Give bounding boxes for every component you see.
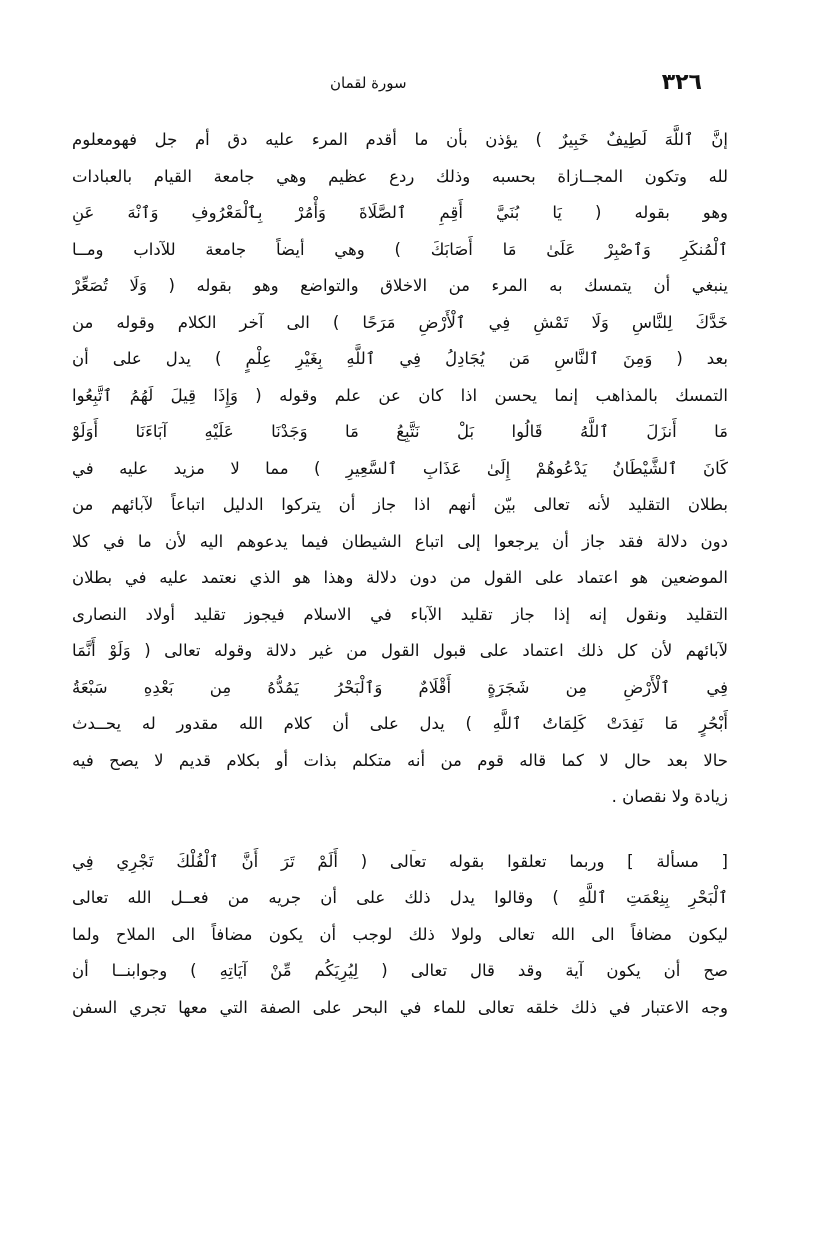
text-line: حالا بعد حال لا كما قاله قوم من أنه متكلم بذات أو بكلام قديم لا يصح فيه <box>72 750 728 770</box>
text-line: التمسك بالمذاهب إنما يحسن اذا كان عن علم وقوله ( وَإِذَا قِيلَ لَهُمُ ٱتَّبِعُوا <box>72 385 728 405</box>
page-number: ٣٢٦ <box>661 70 702 95</box>
text-line: ليكون مضافاً الى الله تعالى ولولا ذلك لوجب أن يكون مضافاً الى الملاح ولما <box>72 924 728 944</box>
text-line: لآبائهم لأن كل ذلك اعتماد على قبول القول من غير دلالة وقوله تعالى ( وَلَوْ أَنَّمَا <box>72 641 728 660</box>
text-line: فِي ٱلْأَرْضِ مِن شَجَرَةٍ أَقْلَامٌ وَٱلْبَحْرُ يَمُدُّهُ مِن بَعْدِهِ سَبْعَةُ <box>72 677 728 697</box>
text-line: التقليد ونقول إنه إذا جاز تقليد الآباء في الاسلام فيجوز تقليد أولاد النصارى <box>72 604 728 624</box>
text-line: أَبْحُرٍ مَا نَفِدَتْ كَلِمَاتُ ٱللَّهِ ) يدل على أن كلام الله مقدور له يحــدث <box>72 714 728 733</box>
paragraph-2 <box>72 840 728 1027</box>
text-line: لله وتكون المجــازاة بحسبه وذلك ردع عظيم وهي جامعة القيام بالعبادات <box>72 166 728 186</box>
text-line: بطلان التقليد لأنه تعالى بيّن أنهم اذا جاز أن يتركوا الدليل اتباعاً لآبائهم من <box>72 495 728 514</box>
text-line: مَا أَنزَلَ ٱللَّهُ قَالُوا بَلْ نَتَّبِعُ مَا وَجَدْنَا عَلَيْهِ آبَاءَنَا أَوَلَوْ <box>72 422 728 441</box>
text-line: الموضعين هو اعتماد على القول من دون دلالة وهذا هو الذي نعتمد عليه في بطلان <box>72 568 728 587</box>
text-line: ٱلْبَحْرِ بِنِعْمَتِ ٱللَّهِ ) وقالوا يدل ذلك على أن جريه من فعــل الله تعالى <box>72 888 728 907</box>
text-line: زيادة ولا نقصان . <box>611 787 728 806</box>
text-line: دون دلالة فقد جاز أن يرجعوا إلى اتباع الشيطان فيما يدعوهم اليه لأن ما في كلا <box>72 531 728 551</box>
text-line: ٱلْمُنكَرِ وَٱصْبِرْ عَلَىٰ مَا أَصَابَكَ ) وهي أيضاً جامعة للآداب ومــا <box>72 239 728 259</box>
body-text <box>72 122 728 1026</box>
text-line: إنَّ ٱللَّهَ لَطِيفٌ خَبِيرٌ ) يؤذن بأن ما أقدم المرء عليه دق أم جل فهومعلوم <box>72 130 728 149</box>
paragraph-1 <box>72 122 728 816</box>
page-header <box>330 70 702 104</box>
scan-speck: ـ <box>412 840 416 854</box>
text-line: خَدَّكَ لِلنَّاسِ وَلَا تَمْشِ فِي ٱلْأَرْضِ مَرَحًا ) الى آخر الكلام وقوله من <box>72 312 728 332</box>
text-line: بعد ( وَمِنَ ٱلنَّاسِ مَن يُجَادِلُ فِي ٱللَّهِ بِغَيْرِ عِلْمٍ ) يدل على أن <box>72 349 728 368</box>
surah-title: سورة لقمان <box>330 74 407 92</box>
text-line: وجه الاعتبار في ذلك خلقه تعالى للماء في البحر على الصفة التي معها تجري السفن <box>72 997 728 1017</box>
text-line: وهو بقوله ( يَا بُنَيَّ أَقِمِ ٱلصَّلَاةَ وَأْمُرْ بِٱلْمَعْرُوفِ وَٱنْهَ عَنِ <box>72 203 728 222</box>
text-line: [ مسألة ] وربما تعلقوا بقوله تعالى ( أَلَمْ تَرَ أَنَّ ٱلْفُلْكَ تَجْرِي فِي <box>72 851 728 871</box>
text-line: ينبغي أن يتمسك به المرء من الاخلاق والتواضع وهو بقوله ( وَلَا تُصَعِّرْ <box>72 276 728 295</box>
text-line: كَانَ ٱلشَّيْطَانُ يَدْعُوهُمْ إِلَىٰ عَذَابِ ٱلسَّعِيرِ ) مما لا مزيد عليه في <box>72 458 728 478</box>
text-line: صح أن يكون آية وقد قال تعالى ( لِيُرِيَكُم مِّنْ آيَاتِهِ ) وجوابنــا أن <box>72 961 728 980</box>
paragraph-gap <box>72 816 728 844</box>
